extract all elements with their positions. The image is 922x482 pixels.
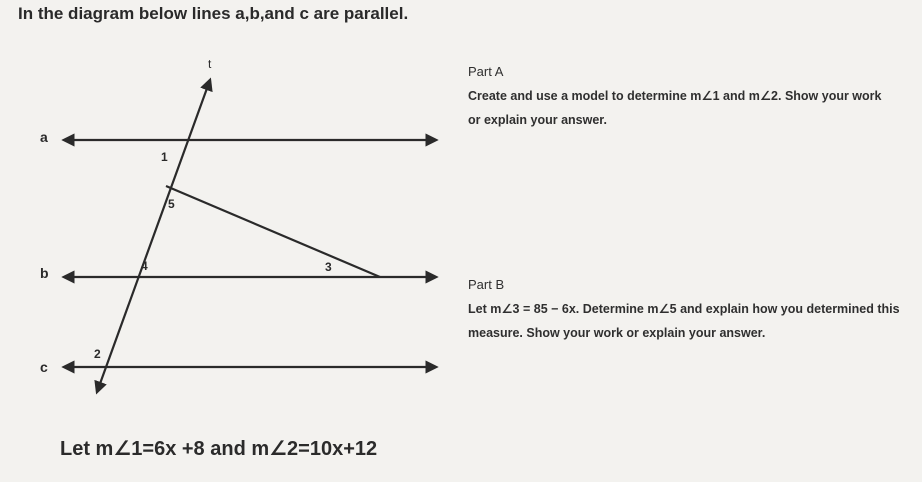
part-a-line1: Create and use a model to determine m∠1 and m∠2. Show your work [468,89,882,103]
angle-4-label: 4 [141,259,148,273]
transversal-t [97,80,210,392]
transversal-t-label: t [208,57,212,71]
part-b-line2: measure. Show your work or explain your answer. [468,326,766,340]
part-a-heading: Part A [468,64,504,79]
part-b [468,273,900,345]
line-b-label: b [40,265,49,281]
angle-2-label: 2 [94,347,101,361]
line-a-label: a [40,129,48,145]
angle-1-label: 1 [161,150,168,164]
angle-3-label: 3 [325,260,332,274]
part-a-line2: or explain your answer. [468,113,607,127]
triangle-side [166,186,380,277]
angle-5-label: 5 [168,197,175,211]
part-b-heading: Part B [468,277,505,292]
problem-title: In the diagram below lines a,b,and c are parallel. [18,4,409,23]
line-c-label: c [40,359,48,375]
given-angle-expressions: Let m∠1=6x +8 and m∠2=10x+12 [60,438,378,460]
part-a [468,60,881,132]
part-b-line1: Let m∠3 = 85 − 6x. Determine m∠5 and explain how you determined this [468,302,900,316]
